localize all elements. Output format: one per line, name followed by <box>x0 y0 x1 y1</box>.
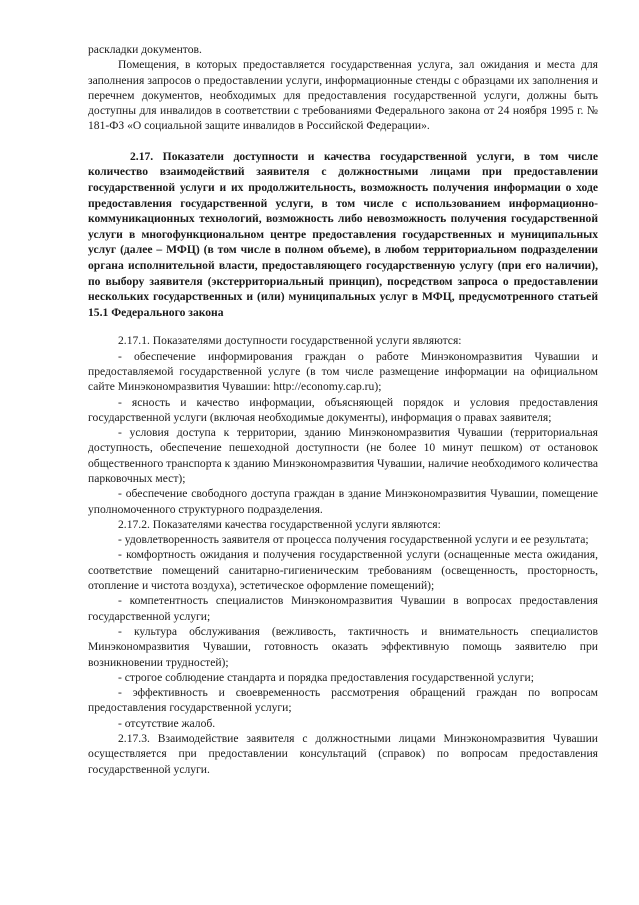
list-item-free-access: - обеспечение свободного доступа граждан в здание Минэкономразвития Чувашии, помещение уполномоченного структурного подразделения. <box>88 487 598 516</box>
list-item-service-culture: - культура обслуживания (вежливость, тактичность и внимательность специалистов Минэкономразвития Чувашии, готовность оказать эффективную помощь заявителю при возникновении трудностей); <box>88 624 598 669</box>
list-item-no-complaints: - отсутствие жалоб. <box>118 716 216 730</box>
list-item-access-conditions: - условия доступа к территории, зданию Минэкономразвития Чувашии (территориальная доступность, обеспечение пешеходной доступности (не более 10 минут пешком) от остановок общественного транспорта к зданию Минэкономразвития Чувашии, наличие необходимого количества парковочных мест); <box>88 426 598 485</box>
paragraph-continuation: раскладки документов. <box>88 43 202 56</box>
document-page <box>88 42 598 777</box>
section-heading-2-17: 2.17. Показатели доступности и качества государственной услуги, в том числе количество взаимодействий заявителя с должностными лицами при предоставлении государственной услуги и их продолжительность, возможность получения информации о ходе предоставления государственной услуги, в том числе с использованием информационно-коммуникационных технологий, возможность либо невозможность получения государственной услуги в многофункциональном центре предоставления государственных и муниципальных услуг (далее – МФЦ) (в том числе в полном объеме), в любом территориальном подразделении органа исполнительной власти, предоставляющего государственную услугу (при его наличии), по выбору заявителя (экстерриториальный принцип), посредством запроса о предоставлении нескольких государственных и (или) муниципальных услуг в МФЦ, предусмотренного статьей 15.1 Федерального закона <box>88 149 598 319</box>
paragraph-2-17-1: 2.17.1. Показателями доступности государственной услуги являются: <box>118 334 462 348</box>
paragraph-2-17-3: 2.17.3. Взаимодействие заявителя с должностными лицами Минэкономразвития Чувашии осуществляется при предоставлении консультаций (справок) по вопросам предоставления государственной услуги. <box>88 732 598 776</box>
list-item-competence: - компетентность специалистов Минэкономразвития Чувашии в вопросах предоставления государственной услуги; <box>88 594 598 623</box>
paragraph-premises-accessibility: Помещения, в которых предоставляется государственная услуга, зал ожидания и места для заполнения запросов о предоставлении услуги, информационные стенды с образцами их заполнения и перечнем документов, необходимых для предоставления государственной услуги, должны быть доступны для инвалидов в соответствии с требованиями Федерального закона от 24 ноября 1995 г. № 181-ФЗ «О социальной защите инвалидов в Российской Федерации». <box>88 58 598 133</box>
paragraph-2-17-2: 2.17.2. Показателями качества государственной услуги являются: <box>118 517 441 531</box>
list-item-comfort: - комфортность ожидания и получения государственной услуги (оснащенные места ожидания, соответствие помещений санитарно-гигиеническим требованиям (освещенность, просторность, отопление и чистота воздуха), эстетическое оформление помещений); <box>88 548 598 593</box>
list-item-satisfaction: - удовлетворенность заявителя от процесса получения государственной услуги и ее результата; <box>118 533 589 547</box>
list-item-standard-compliance: - строгое соблюдение стандарта и порядка предоставления государственной услуги; <box>118 670 534 684</box>
list-item-efficiency: - эффективность и своевременность рассмотрения обращений граждан по вопросам предоставления государственной услуги; <box>88 686 598 715</box>
list-item-informing: - обеспечение информирования граждан о работе Минэкономразвития Чувашии и предоставляемой государственной услуге (в том числе размещение информации на официальном сайте Минэкономразвития Чувашии: http://economy.cap.ru); <box>88 349 598 394</box>
list-item-clarity: - ясность и качество информации, объясняющей порядок и условия предоставления государственной услуги (включая необходимые документы), информация о правах заявителя; <box>88 395 598 424</box>
